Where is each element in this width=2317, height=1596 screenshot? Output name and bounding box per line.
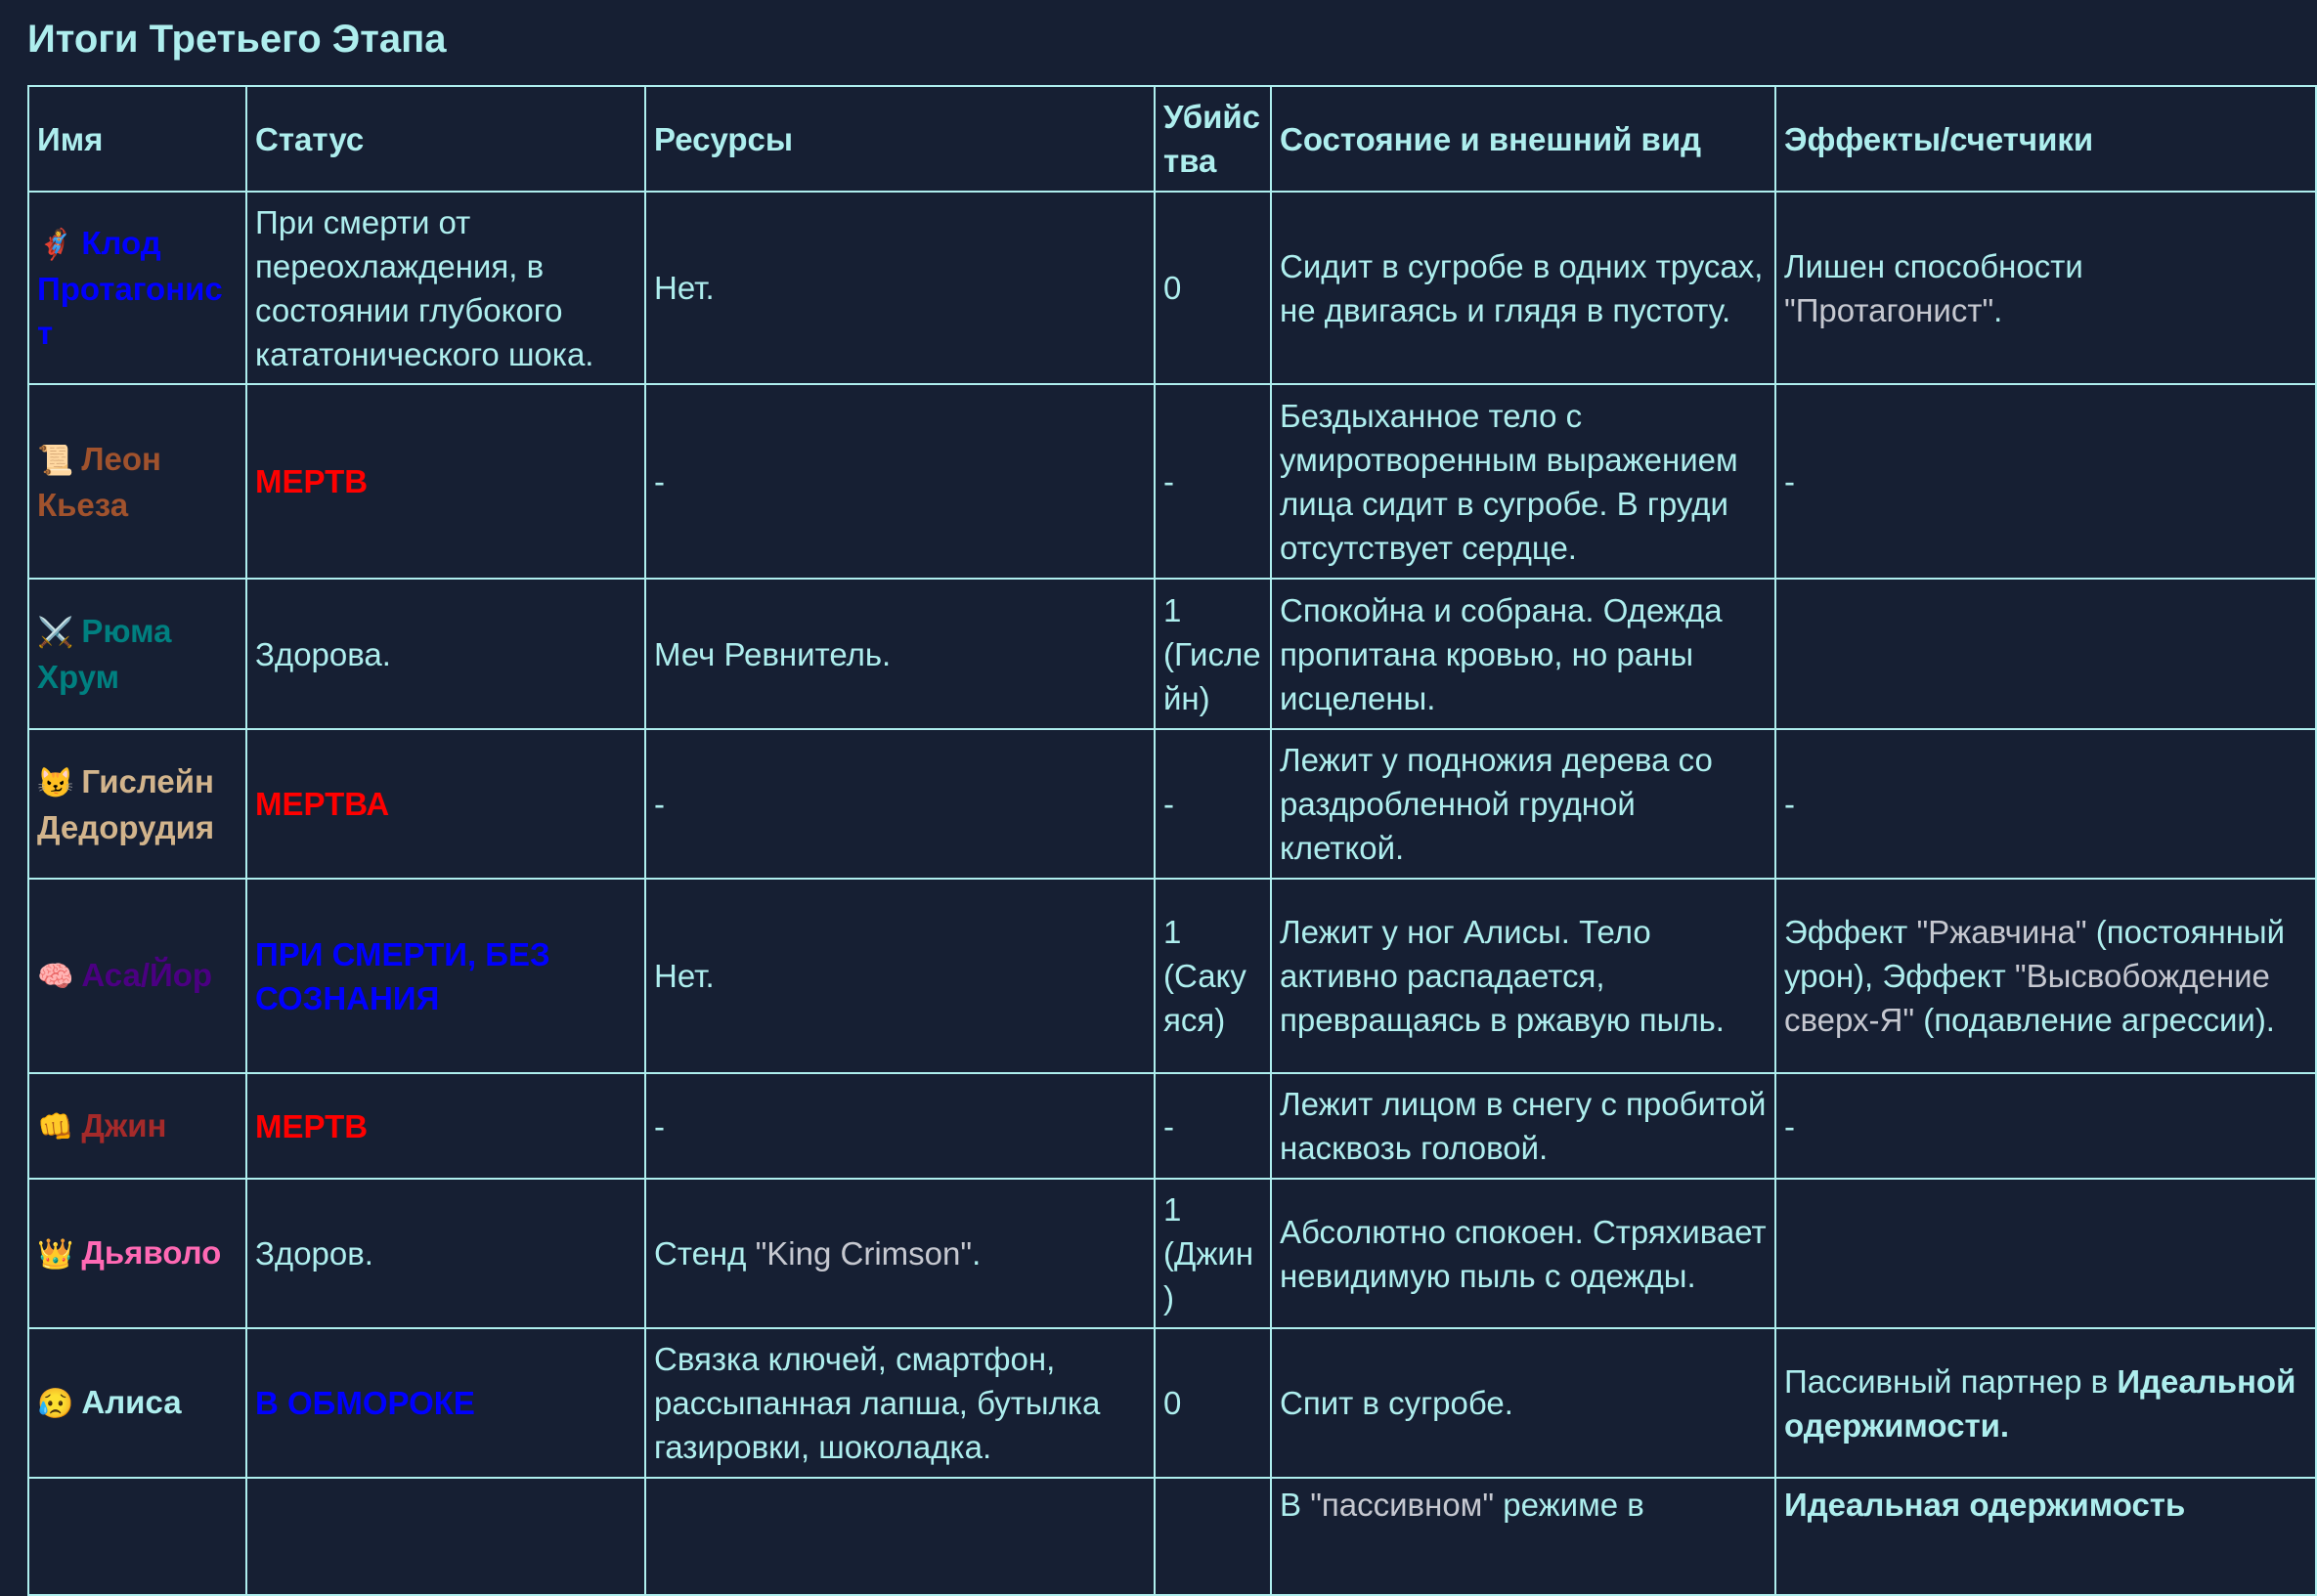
stage-results-table [27, 85, 2317, 1596]
text-segment: Пассивный партнер в [1784, 1362, 2118, 1400]
text-segment: "Ржавчина" [1916, 914, 2087, 950]
text-segment: Идеальной одержимости. [1784, 1362, 2296, 1444]
text-segment: . [972, 1235, 982, 1272]
text-segment: Абсолютно спокоен. Стряхивает невидимую пыль с одежды. [1280, 1213, 1767, 1294]
text-segment: - [1784, 1107, 1795, 1144]
text-segment: Эффект [1784, 914, 1917, 950]
table-header-row [28, 86, 2316, 192]
text-segment: "Протагонист" [1784, 291, 1994, 328]
cell-state [1271, 1328, 1775, 1478]
cell-status: Здоров. [246, 1179, 645, 1328]
cell-name [28, 579, 246, 729]
cell-effects [1775, 579, 2316, 729]
cell-name [28, 384, 246, 579]
character-name: Дьяволо [81, 1234, 222, 1271]
cell-effects [1775, 1328, 2316, 1478]
text-segment: Лежит у подножия дерева со раздробленной грудной клеткой. [1280, 742, 1713, 866]
cell-kills: 0 [1155, 192, 1271, 384]
cell-effects [1775, 384, 2316, 579]
cell-resources [645, 1478, 1155, 1595]
cell-status: Здорова. [246, 579, 645, 729]
text-segment: Сидит в сугробе в одних трусах, не двигаясь и глядя в пустоту. [1280, 247, 1764, 328]
cell-effects [1775, 1478, 2316, 1595]
cell-name [28, 1073, 246, 1179]
text-segment: В [1280, 1487, 1311, 1523]
cat-face-icon: 😼 [37, 766, 74, 799]
brain-icon: 🧠 [37, 961, 74, 993]
cell-status: В ОБМОРОКЕ [246, 1328, 645, 1478]
header-status: Статус [246, 86, 645, 192]
cell-resources [645, 1179, 1155, 1328]
cell-resources: Нет. [645, 879, 1155, 1073]
cell-state [1271, 192, 1775, 384]
text-segment: - [1784, 786, 1795, 822]
cell-status [246, 1478, 645, 1595]
cell-resources: Меч Ревнитель. [645, 579, 1155, 729]
crown-icon: 👑 [37, 1238, 74, 1271]
table-row [28, 729, 2316, 879]
cell-resources: - [645, 384, 1155, 579]
text-segment: "пассивном" [1310, 1487, 1495, 1523]
table-row [28, 1478, 2316, 1595]
cell-state [1271, 1073, 1775, 1179]
cell-resources: - [645, 1073, 1155, 1179]
cell-effects [1775, 1179, 2316, 1328]
cell-name [28, 879, 246, 1073]
cell-kills: - [1155, 729, 1271, 879]
cell-effects [1775, 729, 2316, 879]
table-row [28, 1328, 2316, 1478]
text-segment: . [1993, 291, 2003, 328]
text-segment: Идеальная одержимость [1784, 1487, 2186, 1523]
cell-kills: 0 [1155, 1328, 1271, 1478]
character-name: Джин [81, 1106, 167, 1143]
character-name: Алиса [81, 1384, 182, 1420]
table-row [28, 1073, 2316, 1179]
header-kills: Убийства [1155, 86, 1271, 192]
cell-name [28, 1478, 246, 1595]
cell-status: При смерти от переохлаждения, в состоянии глубокого кататонического шока. [246, 192, 645, 384]
text-segment: Стенд [654, 1235, 756, 1272]
character-name: Рюма Хрум [37, 613, 172, 695]
scroll-icon: 📜 [37, 444, 74, 477]
header-resources: Ресурсы [645, 86, 1155, 192]
cell-kills: 1 (Джин) [1155, 1179, 1271, 1328]
table-row [28, 384, 2316, 579]
cell-state [1271, 1179, 1775, 1328]
cell-kills: - [1155, 1073, 1271, 1179]
text-segment: (подавление агрессии). [1914, 1002, 2275, 1038]
cell-name [28, 729, 246, 879]
cell-state [1271, 579, 1775, 729]
cell-effects [1775, 879, 2316, 1073]
cell-resources: - [645, 729, 1155, 879]
header-name: Имя [28, 86, 246, 192]
cell-name [28, 1179, 246, 1328]
cell-effects [1775, 1073, 2316, 1179]
cell-resources: Нет. [645, 192, 1155, 384]
cell-kills: 1 (Сакуяся) [1155, 879, 1271, 1073]
sad-face-icon: 😥 [37, 1388, 74, 1420]
text-segment: Спит в сугробе. [1280, 1385, 1513, 1421]
text-segment: режиме в [1494, 1487, 1644, 1523]
cell-kills [1155, 1478, 1271, 1595]
cell-kills: - [1155, 384, 1271, 579]
fist-icon: 👊 [37, 1110, 74, 1143]
superhero-icon: 🦸‍♀️ [37, 229, 74, 261]
cell-state [1271, 879, 1775, 1073]
text-segment: "Высвобождение сверх-Я" [1784, 958, 2270, 1038]
text-segment: "King Crimson" [755, 1235, 973, 1272]
header-effects: Эффекты/счетчики [1775, 86, 2316, 192]
table-row [28, 879, 2316, 1073]
cell-state [1271, 1478, 1775, 1595]
page-title: Итоги Третьего Этапа [27, 18, 447, 61]
character-name: Клод Протагонист [37, 225, 223, 351]
cell-kills: 1 (Гислейн) [1155, 579, 1271, 729]
cell-effects [1775, 192, 2316, 384]
table-row [28, 192, 2316, 384]
cell-state [1271, 384, 1775, 579]
table-row [28, 579, 2316, 729]
cell-status: МЕРТВА [246, 729, 645, 879]
header-state: Состояние и внешний вид [1271, 86, 1775, 192]
cell-status: МЕРТВ [246, 384, 645, 579]
character-name: Гислейн Дедорудия [37, 762, 215, 845]
crossed-swords-icon: ⚔️ [37, 617, 74, 649]
character-name: Леон Кьеза [37, 440, 161, 523]
cell-name [28, 1328, 246, 1478]
cell-state [1271, 729, 1775, 879]
text-segment: Лежит лицом в снегу с пробитой насквозь головой. [1280, 1086, 1767, 1166]
text-segment: Спокойна и собрана. Одежда пропитана кровью, но раны исцелены. [1280, 591, 1723, 716]
cell-status: МЕРТВ [246, 1073, 645, 1179]
character-name: Аса/Йор [81, 957, 213, 993]
cell-resources: Связка ключей, смартфон, рассыпанная лапша, бутылка газировки, шоколадка. [645, 1328, 1155, 1478]
text-segment: Бездыханное тело с умиротворенным выражением лица сидит в сугробе. В груди отсутствует сердце. [1280, 397, 1738, 566]
text-segment: Лишен способности [1784, 247, 2083, 284]
text-segment: Лежит у ног Алисы. Тело активно распадается, превращаясь в ржавую пыль. [1280, 914, 1725, 1038]
cell-name [28, 192, 246, 384]
text-segment: (постоянный урон), Эффект [1784, 914, 2286, 994]
table-row [28, 1179, 2316, 1328]
text-segment: - [1784, 463, 1795, 499]
cell-status: ПРИ СМЕРТИ, БЕЗ СОЗНАНИЯ [246, 879, 645, 1073]
